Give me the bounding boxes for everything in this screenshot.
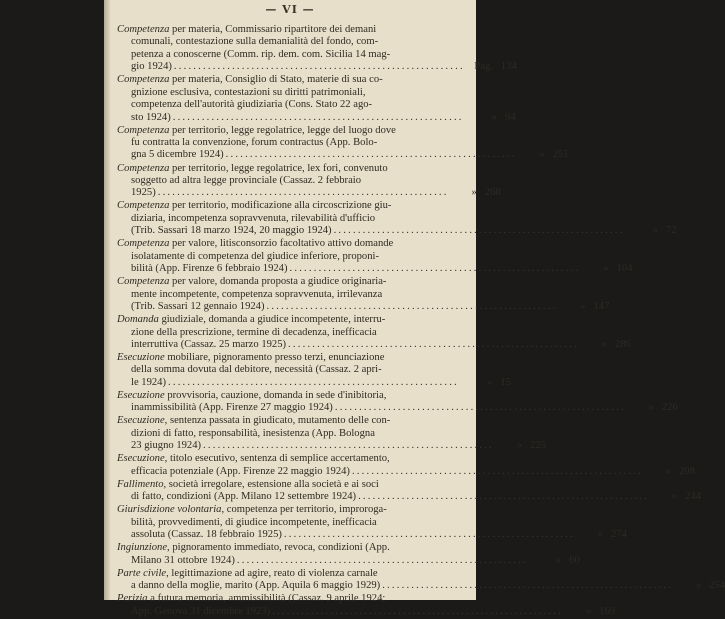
entry-line [117, 301, 610, 313]
page-mark: » [539, 149, 545, 161]
page-reference [628, 402, 678, 414]
entry-text: bilità (App. Firenze 6 febbraio 1924) [131, 263, 288, 275]
entry-line [117, 605, 616, 618]
page-mark: » [603, 263, 609, 275]
page-number: 286 [615, 338, 631, 350]
book-page [104, 0, 725, 617]
entry-line [117, 327, 467, 339]
entry-text: per territorio, legge regolatrice, legge del luogo dove [169, 124, 396, 136]
entry-text: Milano 31 ottobre 1924) [131, 554, 235, 566]
entry-text: bilità, provvedimenti, di giudice incompetente, inefficacia [131, 516, 377, 528]
page-reference [581, 339, 631, 351]
entry-text: comunali, contestazione sulla demanialità del fondo, com- [131, 36, 379, 48]
entry-text: per valore, domanda proposta a giudice originaria- [169, 276, 387, 288]
page-reference [645, 466, 695, 478]
index-entry [117, 162, 501, 200]
entry-text: 1925) [131, 187, 156, 199]
page-mark: » [516, 440, 523, 452]
entry-line [117, 24, 467, 36]
entry-line [117, 440, 546, 452]
entry-line [117, 111, 516, 124]
entry-text: per territorio, legge regolatrice, lex fori, convenuto [169, 162, 388, 174]
page-mark: » [648, 402, 654, 414]
entry-text: mente incompetente, competenza sopravvenuta, irrilevanza [131, 288, 383, 300]
entry-line [117, 276, 467, 288]
entry-text: interruttiva (Cassaz. 25 marzo 1925) [131, 338, 287, 350]
page-number: 134 [500, 61, 517, 73]
index-entry [117, 567, 725, 593]
leader-dots: ............................................................ [334, 402, 626, 414]
entry-text: inammissibilità (App. Firenze 27 maggio 1924) [131, 402, 333, 414]
page-number: 169 [599, 605, 616, 617]
entry-keyword: Ingiunzione [117, 542, 168, 554]
entry-line [117, 49, 467, 61]
index-entry [117, 238, 633, 275]
entry-line [117, 542, 467, 554]
entry-line [117, 137, 467, 149]
page-reference [451, 187, 501, 199]
page-number: 244 [685, 491, 701, 503]
index-entry [117, 24, 517, 74]
entry-line [117, 568, 467, 580]
entry-line [117, 251, 467, 263]
page-number: 208 [678, 465, 695, 477]
page-reference [461, 377, 511, 389]
page-number: 226 [661, 402, 678, 414]
entry-text: gna 5 dicembre 1924) [131, 149, 224, 161]
page-reference [577, 529, 627, 541]
entry-keyword: Competenza [117, 124, 170, 136]
page-mark: » [487, 376, 493, 388]
page-reference [626, 225, 676, 237]
leader-dots: ............................................................ [225, 149, 517, 161]
page-number: 254 [709, 580, 725, 592]
entry-text: , sentenza passata in giudicato, mutamento delle con- [164, 415, 391, 427]
entry-text: dizioni di fatto, responsabilità, inesistenza (App. Bologna [131, 427, 375, 439]
index-entry [117, 542, 580, 567]
entry-text: , legittimazione ad agire, reato di violenza carnale [166, 567, 378, 579]
leader-dots: ............................................................ [266, 301, 558, 313]
index-entry [117, 389, 678, 415]
leader-dots: ............................................................ [289, 263, 581, 275]
entry-line [117, 517, 467, 529]
leader-dots: ............................................................ [288, 338, 579, 350]
entry-text: della somma dovuta dal debitore, necessità (Cassaz. 2 apri- [131, 364, 382, 376]
entry-text: fu contratta la convenzione, forum contractus (App. Bolo- [131, 137, 378, 149]
entry-text: mobiliare, pignoramento presso terzi, enunciazione [164, 352, 385, 364]
leader-dots: ............................................................ [351, 465, 643, 477]
entry-keyword: Perizia [117, 593, 148, 605]
page-mark: » [585, 605, 592, 617]
entry-text: efficacia potenziale (App. Firenze 22 maggio 1924) [131, 465, 350, 477]
entry-text: , titolo esecutivo, sentenza di semplice accertamento, [164, 453, 390, 465]
page-gutter-shadow [104, 0, 111, 600]
entry-text: a futura memoria, ammissibilità (Cassaz. 9 aprile 1924; [147, 593, 386, 605]
index-entry [117, 504, 627, 541]
leader-dots: ............................................................ [382, 580, 674, 592]
entry-text: (Trib. Sassari 12 gennaio 1924) [131, 301, 265, 313]
page-mark: » [601, 338, 608, 350]
index-entry [117, 352, 511, 389]
entry-text: , pignoramento immediato, revoca, condizioni (App. [167, 542, 390, 554]
entry-line [117, 225, 677, 237]
entry-line [117, 213, 467, 225]
leader-dots: ............................................................ [173, 61, 465, 73]
entry-line [117, 338, 631, 351]
entry-line [117, 289, 467, 301]
leader-dots: ............................................................ [203, 440, 494, 452]
entry-text: di fatto, condizioni (App. Milano 12 settembre 1924) [131, 491, 357, 503]
entry-line [117, 580, 725, 592]
entry-keyword: Competenza [117, 24, 170, 35]
entry-line [117, 402, 678, 414]
page-mark: » [597, 529, 603, 541]
entry-text: gio 1924) [131, 61, 172, 73]
page-reference [582, 263, 632, 275]
page-mark: » [665, 465, 671, 477]
page-reference [559, 301, 609, 313]
entry-line [117, 149, 569, 161]
entry-text: 23 giugno 1924) [131, 440, 202, 452]
entry-keyword: Esecuzione [117, 453, 165, 465]
index-entry [117, 276, 610, 313]
entry-keyword: Competenza [117, 238, 170, 250]
page-reference [466, 112, 516, 124]
page-number: 251 [552, 149, 569, 161]
page-mark: » [652, 225, 658, 237]
index-entry [117, 478, 701, 504]
entry-text: zione della prescrizione, termine di decadenza, inefficacia [131, 326, 377, 338]
entry-line [117, 125, 467, 137]
entry-text: (Trib. Sassari 18 marzo 1924, 20 maggio 1924) [131, 225, 332, 237]
entry-line [117, 74, 467, 86]
entry-text: per materia, Commissario ripartitore dei demani [169, 24, 377, 35]
index-entry [117, 314, 631, 351]
entry-text: assoluta (Cassaz. 18 febbraio 1925) [131, 529, 282, 541]
entry-keyword: Giurisdizione volontaria [117, 504, 222, 516]
index-entry [117, 200, 677, 237]
page-number: 94 [505, 111, 516, 123]
page-reference [496, 440, 546, 452]
entry-line [117, 87, 467, 99]
index-entry [117, 415, 546, 452]
entry-line [117, 238, 467, 250]
entry-keyword: Domanda [117, 314, 159, 326]
page-mark: » [671, 491, 678, 503]
page-reference [519, 149, 569, 161]
index-entry [117, 453, 695, 478]
entry-line [117, 61, 517, 73]
page-mark: » [695, 580, 702, 592]
entry-text: per materia, Consiglio di Stato, materie di sua co- [169, 74, 383, 86]
entry-keyword: Esecuzione [117, 352, 165, 364]
leader-dots: ............................................................ [168, 376, 459, 388]
page-number: 268 [484, 187, 501, 199]
entry-line [117, 99, 467, 111]
page-number: 60 [569, 554, 580, 566]
index-entry [117, 593, 616, 618]
entry-line [117, 491, 701, 503]
page-number: 15 [500, 376, 511, 388]
page-number: 225 [530, 440, 546, 452]
entry-text: competenza dell'autorità giudiziaria (Cons. Stato 22 ago- [131, 99, 373, 111]
entry-keyword: Fallimento [117, 478, 164, 490]
page-mark: » [471, 187, 477, 199]
page-mark: » [580, 301, 586, 313]
page-number: 72 [665, 225, 677, 237]
entry-keyword: Competenza [117, 162, 170, 174]
entry-line [117, 36, 467, 48]
entry-keyword: Esecuzione [117, 389, 165, 401]
entry-line [117, 479, 467, 491]
entry-text: provvisoria, cauzione, domanda in sede d'inibitoria, [164, 389, 387, 401]
leader-dots: ............................................................ [272, 605, 564, 617]
page-mark: » [491, 111, 498, 123]
entry-line [117, 263, 633, 275]
leader-dots: ............................................................ [172, 111, 464, 123]
entry-text: per territorio, modificazione alla circoscrizione giu- [169, 200, 392, 212]
entry-text: gnizione esclusiva, contestazioni su diritti patrimoniali, [131, 86, 366, 98]
entry-line [117, 554, 580, 567]
leader-dots: ............................................................ [283, 529, 575, 541]
page-mark: Pag. [474, 61, 493, 73]
entry-keyword: Esecuzione [117, 415, 165, 427]
entry-line [117, 175, 467, 187]
page-number: 104 [616, 263, 633, 275]
index-entry [117, 124, 569, 162]
page-mark: » [555, 554, 562, 566]
page-number: 147 [593, 301, 610, 313]
entry-text: soggetto ad altra legge provinciale (Cassaz. 2 febbraio [131, 174, 362, 186]
page-reference [467, 61, 517, 73]
entry-line [117, 376, 511, 389]
entry-line [117, 415, 467, 427]
entry-line [117, 352, 467, 364]
leader-dots: ............................................................ [157, 187, 449, 199]
index-entry [117, 74, 516, 124]
entry-line [117, 529, 627, 541]
entry-text: le 1924) [131, 376, 167, 388]
leader-dots: ............................................................ [333, 225, 625, 237]
entry-text: , società irregolare, estensione alla società e ai soci [163, 478, 379, 490]
entry-text: per valore, litisconsorzio facoltativo attivo domande [169, 238, 394, 250]
index-entries [117, 24, 725, 619]
entry-text: sto 1924) [131, 111, 171, 123]
entry-line [117, 314, 467, 326]
leader-dots: ............................................................ [236, 554, 528, 566]
page-reference [651, 491, 701, 503]
page-reference [530, 555, 580, 567]
page-reference [675, 580, 725, 592]
entry-text: isolatamente di competenza del giudice inferiore, proponi- [131, 250, 379, 262]
entry-line [117, 593, 467, 605]
entry-line [117, 163, 467, 175]
entry-line [117, 504, 467, 516]
entry-text: diziaria, incompetenza sopravvenuta, rilevabilità d'ufficio [131, 212, 376, 224]
page-reference [565, 606, 615, 618]
page-number-header: — VI — [265, 3, 315, 16]
entry-line [117, 200, 467, 212]
entry-line [117, 465, 695, 478]
entry-line [117, 453, 467, 465]
entry-keyword: Competenza [117, 276, 170, 288]
entry-keyword: Parte civile [117, 567, 167, 579]
entry-keyword: Competenza [117, 74, 170, 86]
entry-text: App. Genova 31 dicembre 1923) [131, 605, 271, 617]
entry-line [117, 390, 467, 402]
entry-text: giudiziale, domanda a giudice incompetente, interru- [158, 314, 386, 326]
entry-line [117, 364, 467, 376]
entry-line [117, 428, 467, 440]
entry-line [117, 187, 501, 199]
page-number: 274 [610, 529, 627, 541]
entry-text: petenza a conoscerne (Comm. rip. dem. com. Sicilia 14 mag- [131, 48, 391, 60]
entry-keyword: Competenza [117, 200, 170, 212]
leader-dots: ............................................................ [358, 491, 649, 503]
entry-text: a danno della moglie, marito (App. Aquila 6 maggio 1929) [131, 580, 381, 592]
entry-text: , competenza per territorio, improroga- [221, 504, 387, 516]
